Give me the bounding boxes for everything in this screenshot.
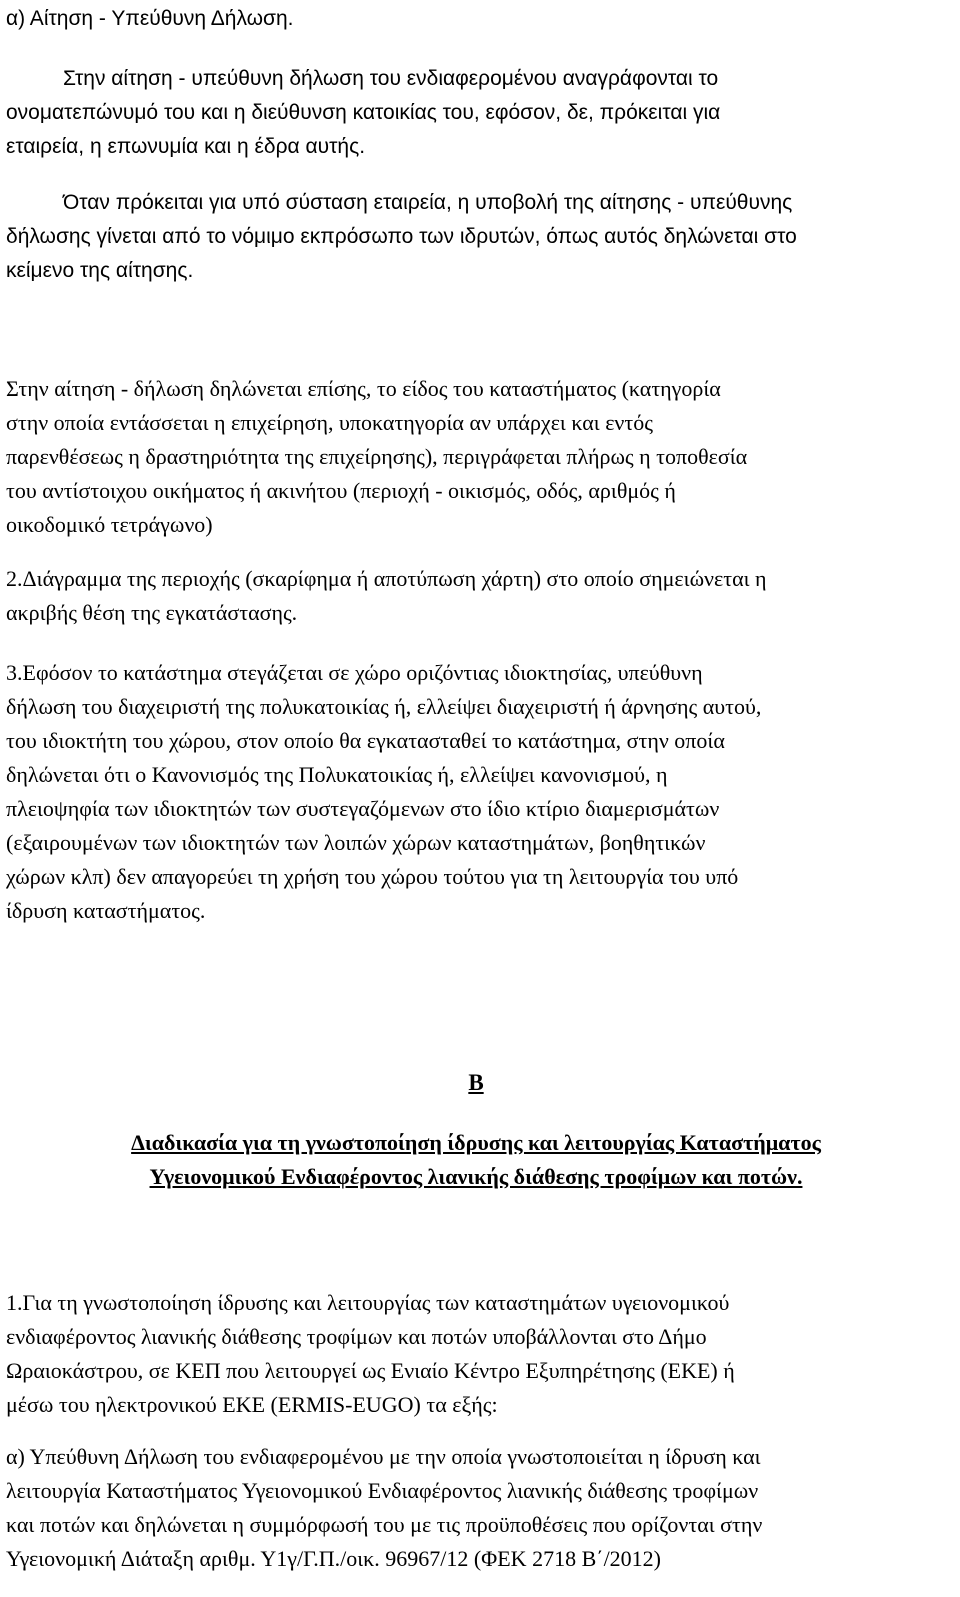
- paragraph-1: [63, 62, 943, 96]
- paragraph-2-line: Όταν πρόκειται για υπό σύσταση εταιρεία, η υποβολή της αίτησης - υπεύθυνης: [63, 191, 793, 214]
- item-b1a-line: λειτουργία Καταστήματος Υγειονομικού Ενδιαφέροντος λιανικής διάθεσης τροφίμων: [6, 1478, 759, 1503]
- paragraph-3-line: Στην αίτηση - δήλωση δηλώνεται επίσης, το είδος του καταστήματος (κατηγορία: [6, 376, 721, 401]
- paragraph-1-continued: [6, 96, 946, 164]
- paragraph-3-line: οικοδομικό τετράγωνο): [6, 512, 213, 537]
- section-b-title-line: Υγειονομικού Ενδιαφέροντος λιανικής διάθεσης τροφίμων και ποτών.: [149, 1164, 803, 1189]
- item-b1-line: μέσω του ηλεκτρονικού ΕΚΕ (ERMIS-EUGO) τα εξής:: [6, 1392, 498, 1417]
- item-2-line: ακριβής θέση της εγκατάστασης.: [6, 600, 298, 625]
- item-3-line: δηλώνεται ότι ο Κανονισμός της Πολυκατοικίας ή, ελλείψει κανονισμού, η: [6, 762, 668, 787]
- paragraph-1-line: Στην αίτηση - υπεύθυνη δήλωση του ενδιαφερομένου αναγράφονται το: [63, 67, 719, 90]
- item-3: [6, 656, 946, 928]
- section-b-letter: Β: [468, 1070, 484, 1095]
- item-b1a-line: α) Υπεύθυνη Δήλωση του ενδιαφερομένου με την οποία γνωστοποιείται η ίδρυση και: [6, 1444, 761, 1469]
- paragraph-2-line: κείμενο της αίτησης.: [6, 259, 194, 282]
- item-3-line: πλειοψηφία των ιδιοκτητών των συστεγαζόμενων στο ίδιο κτίριο διαμερισμάτων: [6, 796, 720, 821]
- item-2: [6, 562, 946, 630]
- section-b-title: [6, 1126, 946, 1194]
- paragraph-2-continued: [6, 220, 946, 288]
- paragraph-2: [63, 186, 943, 220]
- item-b1a-line: Υγειονομική Διάταξη αριθμ. Υ1γ/Γ.Π./οικ. 96967/12 (ΦΕΚ 2718 Β΄/2012): [6, 1546, 662, 1571]
- item-b1-line: ενδιαφέροντος λιανικής διάθεσης τροφίμων και ποτών υποβάλλονται στο Δήμο: [6, 1324, 707, 1349]
- section-b-title-line: Διαδικασία για τη γνωστοποίηση ίδρυσης και λειτουργίας Καταστήματος: [131, 1130, 821, 1155]
- item-3-line: χώρων κλπ) δεν απαγορεύει τη χρήση του χώρου τούτου για τη λειτουργία του υπό: [6, 864, 739, 889]
- item-3-line: του ιδιοκτήτη του χώρου, στον οποίο θα εγκατασταθεί το κατάστημα, στην οποία: [6, 728, 725, 753]
- paragraph-3-line: στην οποία εντάσσεται η επιχείρηση, υποκατηγορία αν υπάρχει και εντός: [6, 410, 653, 435]
- paragraph-3-line: παρενθέσεως η δραστηριότητα της επιχείρησης), περιγράφεται πλήρως η τοποθεσία: [6, 444, 748, 469]
- paragraph-1-line: ονοματεπώνυμό του και η διεύθυνση κατοικίας του, εφόσον, δε, πρόκειται για: [6, 101, 721, 124]
- item-3-line: (εξαιρουμένων των ιδιοκτητών των λοιπών χώρων καταστημάτων, βοηθητικών: [6, 830, 706, 855]
- section-a-title-text: α) Αίτηση - Υπεύθυνη Δήλωση.: [6, 7, 294, 30]
- section-a-title: [6, 2, 946, 36]
- paragraph-3: [6, 372, 946, 542]
- item-3-line: 3.Εφόσον το κατάστημα στεγάζεται σε χώρο οριζόντιας ιδιοκτησίας, υπεύθυνη: [6, 660, 703, 685]
- item-b1-line: 1.Για τη γνωστοποίηση ίδρυσης και λειτουργίας των καταστημάτων υγειονομικού: [6, 1290, 730, 1315]
- item-3-line: δήλωση του διαχειριστή της πολυκατοικίας ή, ελλείψει διαχειριστή ή άρνησης αυτού,: [6, 694, 762, 719]
- item-2-line: 2.Διάγραμμα της περιοχής (σκαρίφημα ή αποτύπωση χάρτη) στο οποίο σημειώνεται η: [6, 566, 767, 591]
- item-b1-line: Ωραιοκάστρου, σε ΚΕΠ που λειτουργεί ως Ενιαίο Κέντρο Εξυπηρέτησης (ΕΚΕ) ή: [6, 1358, 735, 1383]
- item-b1a: [6, 1440, 946, 1576]
- paragraph-3-line: του αντίστοιχου οικήματος ή ακινήτου (περιοχή - οικισμός, οδός, αριθμός ή: [6, 478, 676, 503]
- item-b1a-line: και ποτών και δηλώνεται η συμμόρφωσή του με τις προϋποθέσεις που ορίζονται στην: [6, 1512, 763, 1537]
- item-3-line: ίδρυση καταστήματος.: [6, 898, 206, 923]
- item-b1: [6, 1286, 946, 1422]
- paragraph-2-line: δήλωσης γίνεται από το νόμιμο εκπρόσωπο των ιδρυτών, όπως αυτός δηλώνεται στο: [6, 225, 797, 248]
- paragraph-1-line: εταιρεία, η επωνυμία και η έδρα αυτής.: [6, 135, 366, 158]
